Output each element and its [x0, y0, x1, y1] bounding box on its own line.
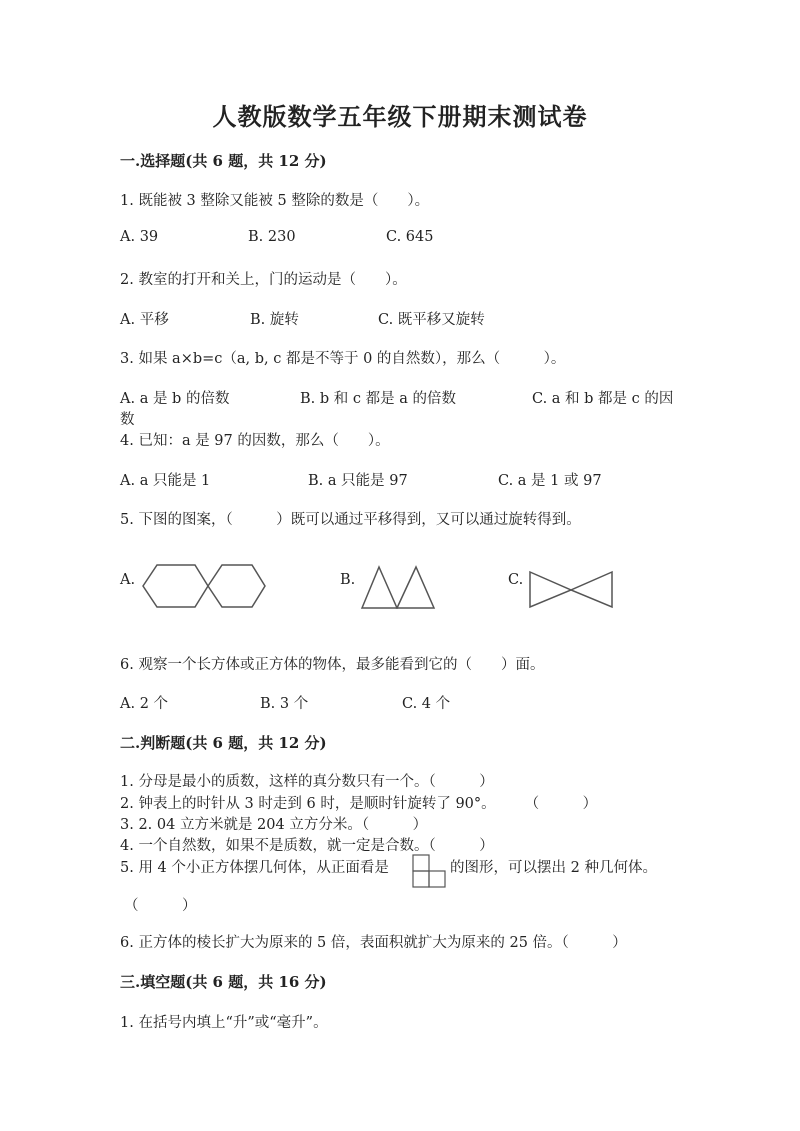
answer-bracket: （ ）	[124, 898, 197, 914]
two-triangles-figure	[360, 562, 440, 612]
question-stem: 2. 教室的打开和关上，门的运动是（ ）。	[120, 272, 407, 288]
option-a: A.	[120, 572, 136, 588]
option-b: B. 旋转	[250, 312, 299, 328]
option-a: A. 平移	[120, 312, 169, 328]
option-c: C. 既平移又旋转	[378, 312, 485, 328]
option-a: A. 2 个	[120, 696, 169, 712]
option-c: C. a 是 1 或 97	[498, 473, 602, 489]
option-a: A. a 只能是 1	[120, 473, 211, 489]
option-c: C. a 和 b 都是 c 的因	[532, 391, 674, 407]
option-b: B. a 只能是 97	[308, 473, 408, 489]
option-c: C. 4 个	[402, 696, 451, 712]
option-c-continued: 数	[120, 412, 135, 428]
judge-item-continued: 的图形，可以摆出 2 种几何体。	[450, 860, 657, 876]
judge-item: 1. 分母是最小的质数，这样的真分数只有一个。（ ）	[120, 774, 494, 790]
bowtie-figure	[528, 570, 614, 610]
section-heading-judge: 二.判断题(共 6 题，共 12 分)	[120, 734, 327, 752]
judge-item: 6. 正方体的棱长扩大为原来的 5 倍，表面积就扩大为原来的 25 倍。（ ）	[120, 935, 627, 951]
question-stem: 4. 已知：a 是 97 的因数，那么（ ）。	[120, 433, 390, 449]
judge-item: 4. 一个自然数，如果不是质数，就一定是合数。（ ）	[120, 838, 494, 854]
judge-item: 2. 钟表上的时针从 3 时走到 6 时，是顺时针旋转了 90°。 （ ）	[120, 796, 598, 812]
option-b: B.	[340, 572, 356, 588]
option-b: B. 230	[248, 229, 296, 245]
option-b: B. b 和 c 都是 a 的倍数	[300, 391, 456, 407]
judge-item: 5. 用 4 个小正方体摆几何体，从正面看是	[120, 860, 389, 876]
option-b: B. 3 个	[260, 696, 309, 712]
question-stem: 3. 如果 a×b=c（a, b, c 都是不等于 0 的自然数），那么（ ）。	[120, 351, 566, 367]
page-title: 人教版数学五年级下册期末测试卷	[212, 102, 588, 131]
section-heading-fill: 三.填空题(共 6 题，共 16 分)	[120, 973, 327, 991]
section-heading-choice: 一.选择题(共 6 题，共 12 分)	[120, 152, 327, 170]
option-a: A. 39	[120, 229, 159, 245]
option-c: C. 645	[386, 229, 434, 245]
judge-item: 3. 2. 04 立方米就是 204 立方分米。（ ）	[120, 817, 428, 833]
two-hexagons-figure	[140, 562, 270, 612]
question-stem: 1. 既能被 3 整除又能被 5 整除的数是（ ）。	[120, 193, 430, 209]
option-c: C.	[508, 572, 524, 588]
question-stem: 5. 下图的图案，（ ）既可以通过平移得到，又可以通过旋转得到。	[120, 512, 581, 528]
cube-front-view-figure	[412, 854, 448, 890]
fill-item: 1. 在括号内填上“升”或“毫升”。	[120, 1015, 328, 1031]
question-stem: 6. 观察一个长方体或正方体的物体，最多能看到它的（ ）面。	[120, 657, 545, 673]
option-a: A. a 是 b 的倍数	[120, 391, 230, 407]
